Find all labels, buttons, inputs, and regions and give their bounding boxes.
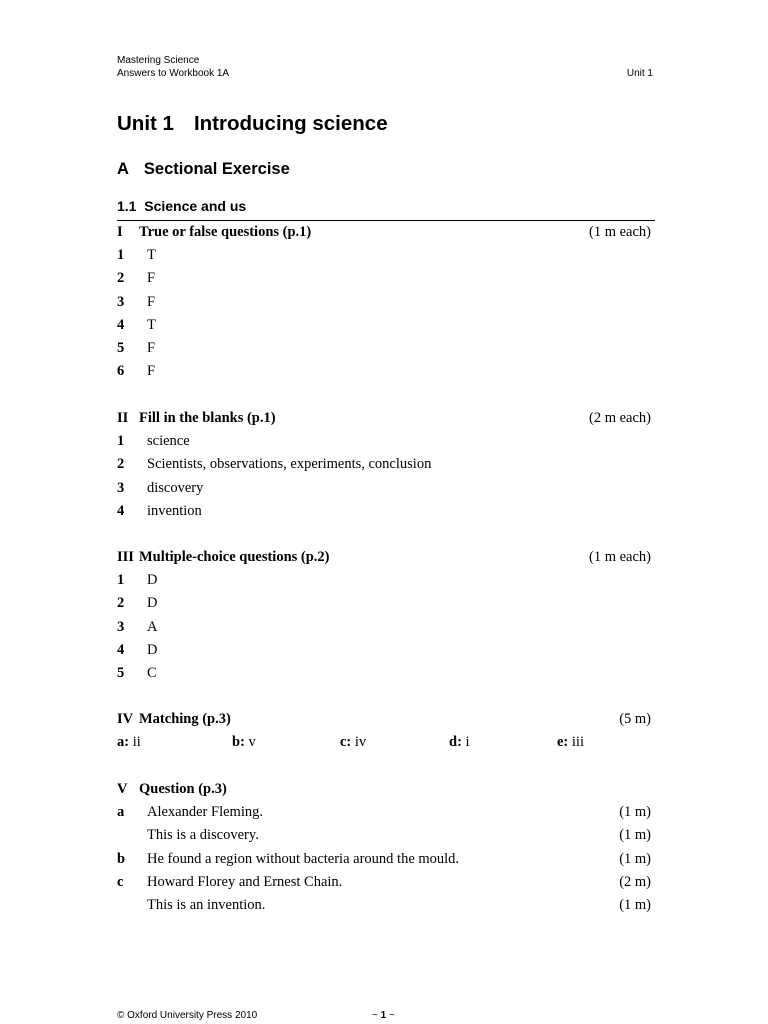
matching-value: iii <box>571 734 584 751</box>
answer-number: 3 <box>117 293 125 310</box>
answer-text: science <box>147 433 190 450</box>
answer-row <box>117 477 651 500</box>
part-4-matching <box>117 708 651 754</box>
answer-row <box>117 616 651 639</box>
answer-number: 2 <box>117 270 125 287</box>
answer-row <box>117 314 651 337</box>
answer-marks: (1 m) <box>619 804 651 821</box>
matching-key: e: <box>557 734 569 751</box>
answer-text: T <box>147 247 156 264</box>
part-3-multiple-choice <box>117 546 651 685</box>
answer-text: discovery <box>147 479 204 496</box>
page-footer <box>117 1009 417 1022</box>
answer-number: 4 <box>117 502 125 519</box>
subsection-title: 1.1 Science and us <box>117 198 247 214</box>
answer-row <box>117 592 651 615</box>
matching-key: c: <box>340 734 352 751</box>
answer-row <box>117 639 651 662</box>
part-title: Question (p.3) <box>139 781 227 797</box>
answer-marks: (1 m) <box>619 827 651 844</box>
part-marks: (2 m each) <box>589 410 651 426</box>
answer-text: This is a discovery. <box>147 827 259 844</box>
answer-number: 1 <box>117 572 125 589</box>
part-title: True or false questions (p.1) <box>139 224 312 240</box>
page-header <box>117 54 653 80</box>
matching-pair <box>557 731 584 754</box>
matching-key: a: <box>117 734 130 751</box>
part-heading <box>117 778 651 801</box>
answer-text: C <box>147 664 157 681</box>
answer-label: b <box>117 850 126 867</box>
part-roman: II <box>117 410 129 426</box>
matching-pair <box>340 731 366 754</box>
answer-number: 5 <box>117 664 125 681</box>
answer-row <box>117 430 651 453</box>
answer-number: 1 <box>117 433 125 450</box>
answer-text: D <box>147 641 158 658</box>
header-unit-tag: Unit 1 <box>626 68 653 79</box>
answer-row <box>117 453 651 476</box>
answer-row <box>117 337 651 360</box>
answer-row <box>117 244 651 267</box>
part-title: Fill in the blanks (p.1) <box>139 410 276 426</box>
answer-number: 3 <box>117 618 125 635</box>
answer-number: 3 <box>117 479 125 496</box>
answer-row <box>117 267 651 290</box>
answer-row <box>117 894 651 917</box>
matching-answers <box>117 731 651 754</box>
answer-number: 6 <box>117 363 125 380</box>
answer-number: 2 <box>117 456 125 473</box>
matching-value: ii <box>132 734 141 751</box>
answer-text: This is an invention. <box>147 896 266 913</box>
answer-text: Howard Florey and Ernest Chain. <box>147 873 343 890</box>
answer-text: F <box>147 363 156 380</box>
answer-row <box>117 662 651 685</box>
part-roman: III <box>117 549 134 565</box>
answer-number: 5 <box>117 339 125 356</box>
part-1-true-false <box>117 221 651 383</box>
answer-label: c <box>117 873 124 890</box>
answer-marks: (2 m) <box>619 873 651 890</box>
section-title <box>117 160 290 179</box>
matching-key: b: <box>232 734 245 751</box>
part-marks: (1 m each) <box>589 224 651 240</box>
unit-name: Introducing science <box>193 112 388 135</box>
section-letter: A <box>117 160 129 178</box>
answer-number: 2 <box>117 595 125 612</box>
section-name: Sectional Exercise <box>143 160 290 178</box>
answer-row <box>117 871 651 894</box>
answer-row <box>117 848 651 871</box>
part-roman: I <box>117 224 123 240</box>
answer-text: T <box>147 316 156 333</box>
unit-title <box>117 112 388 136</box>
answer-number: 1 <box>117 247 125 264</box>
answer-number: 4 <box>117 316 125 333</box>
part-title: Matching (p.3) <box>139 711 231 727</box>
part-heading <box>117 546 651 569</box>
answer-text: Scientists, observations, experiments, conclusion <box>147 456 432 473</box>
answer-row <box>117 500 651 523</box>
answer-text: F <box>147 270 156 287</box>
part-marks: (5 m) <box>619 711 651 727</box>
footer-copyright: © Oxford University Press 2010 <box>117 1010 258 1021</box>
part-heading <box>117 407 651 430</box>
answer-marks: (1 m) <box>619 896 651 913</box>
answer-marks: (1 m) <box>619 850 651 867</box>
answer-row <box>117 801 651 824</box>
answer-label: a <box>117 804 125 821</box>
matching-pair <box>117 731 141 754</box>
part-5-question <box>117 778 651 917</box>
part-title: Multiple-choice questions (p.2) <box>139 549 330 565</box>
answer-text: A <box>147 618 158 635</box>
matching-value: iv <box>354 734 367 751</box>
part-roman: V <box>117 781 128 797</box>
answer-text: F <box>147 339 156 356</box>
answer-row <box>117 291 651 314</box>
part-heading <box>117 221 651 244</box>
answer-text: invention <box>147 502 202 519</box>
answer-row <box>117 360 651 383</box>
unit-number: Unit 1 <box>117 112 174 135</box>
part-heading <box>117 708 651 731</box>
answer-row <box>117 824 651 847</box>
answer-text: He found a region without bacteria around the mould. <box>147 850 460 867</box>
matching-value: v <box>248 734 256 751</box>
part-roman: IV <box>117 711 134 727</box>
matching-value: i <box>465 734 470 751</box>
answer-number: 4 <box>117 641 125 658</box>
answer-text: Alexander Fleming. <box>147 804 263 821</box>
answer-row <box>117 569 651 592</box>
part-marks: (1 m each) <box>589 549 651 565</box>
answer-text: D <box>147 572 158 589</box>
answer-text: F <box>147 293 156 310</box>
footer-page-number: ~ 1 ~ <box>372 1010 395 1021</box>
matching-pair <box>449 731 470 754</box>
header-subtitle: Answers to Workbook 1A <box>117 68 230 79</box>
header-book-title: Mastering Science <box>117 55 200 66</box>
answer-text: D <box>147 595 158 612</box>
matching-key: d: <box>449 734 462 751</box>
part-2-fill-in-blanks <box>117 407 651 523</box>
matching-pair <box>232 731 256 754</box>
